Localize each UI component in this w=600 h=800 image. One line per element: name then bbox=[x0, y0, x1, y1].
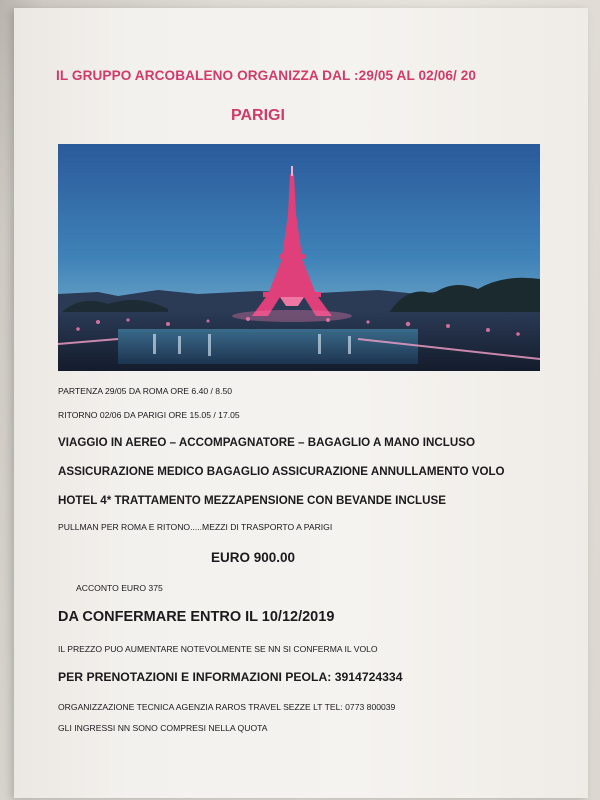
insurance-info: ASSICURAZIONE MEDICO BAGAGLIO ASSICURAZIONE ANNULLAMENTO VOLO bbox=[58, 465, 505, 478]
departure-info: PARTENZA 29/05 DA ROMA ORE 6.40 / 8.50 bbox=[58, 386, 233, 396]
transport-info: PULLMAN PER ROMA E RITONO.....MEZZI DI TRASPORTO A PARIGI bbox=[58, 522, 333, 532]
organizer-info: ORGANIZZAZIONE TECNICA AGENZIA RAROS TRAVEL SEZZE LT TEL: 0773 800039 bbox=[58, 702, 396, 712]
trip-price: EURO 900.00 bbox=[211, 550, 296, 565]
hotel-info: HOTEL 4* TRATTAMENTO MEZZAPENSIONE CON BEVANDE INCLUSE bbox=[58, 494, 446, 507]
deposit-info: ACCONTO EURO 375 bbox=[76, 583, 163, 593]
entrance-note: GLI INGRESSI NN SONO COMPRESI NELLA QUOTA bbox=[58, 723, 268, 733]
price-note: IL PREZZO PUO AUMENTARE NOTEVOLMENTE SE NN SI CONFERMA IL VOLO bbox=[58, 644, 378, 654]
eiffel-tower-photo bbox=[58, 144, 540, 371]
eiffel-tower-icon bbox=[58, 144, 540, 371]
destination-city: PARIGI bbox=[231, 107, 285, 124]
booking-contact: PER PRENOTAZIONI E INFORMAZIONI PEOLA: 3914724334 bbox=[58, 670, 403, 684]
confirm-deadline: DA CONFERMARE ENTRO IL 10/12/2019 bbox=[58, 609, 335, 625]
flyer-title: IL GRUPPO ARCOBALENO ORGANIZZA DAL :29/05 AL 02/06/ 20 bbox=[56, 68, 477, 83]
travel-inclusions: VIAGGIO IN AEREO – ACCOMPAGNATORE – BAGAGLIO A MANO INCLUSO bbox=[58, 436, 475, 449]
return-info: RITORNO 02/06 DA PARIGI ORE 15.05 / 17.05 bbox=[58, 410, 240, 420]
